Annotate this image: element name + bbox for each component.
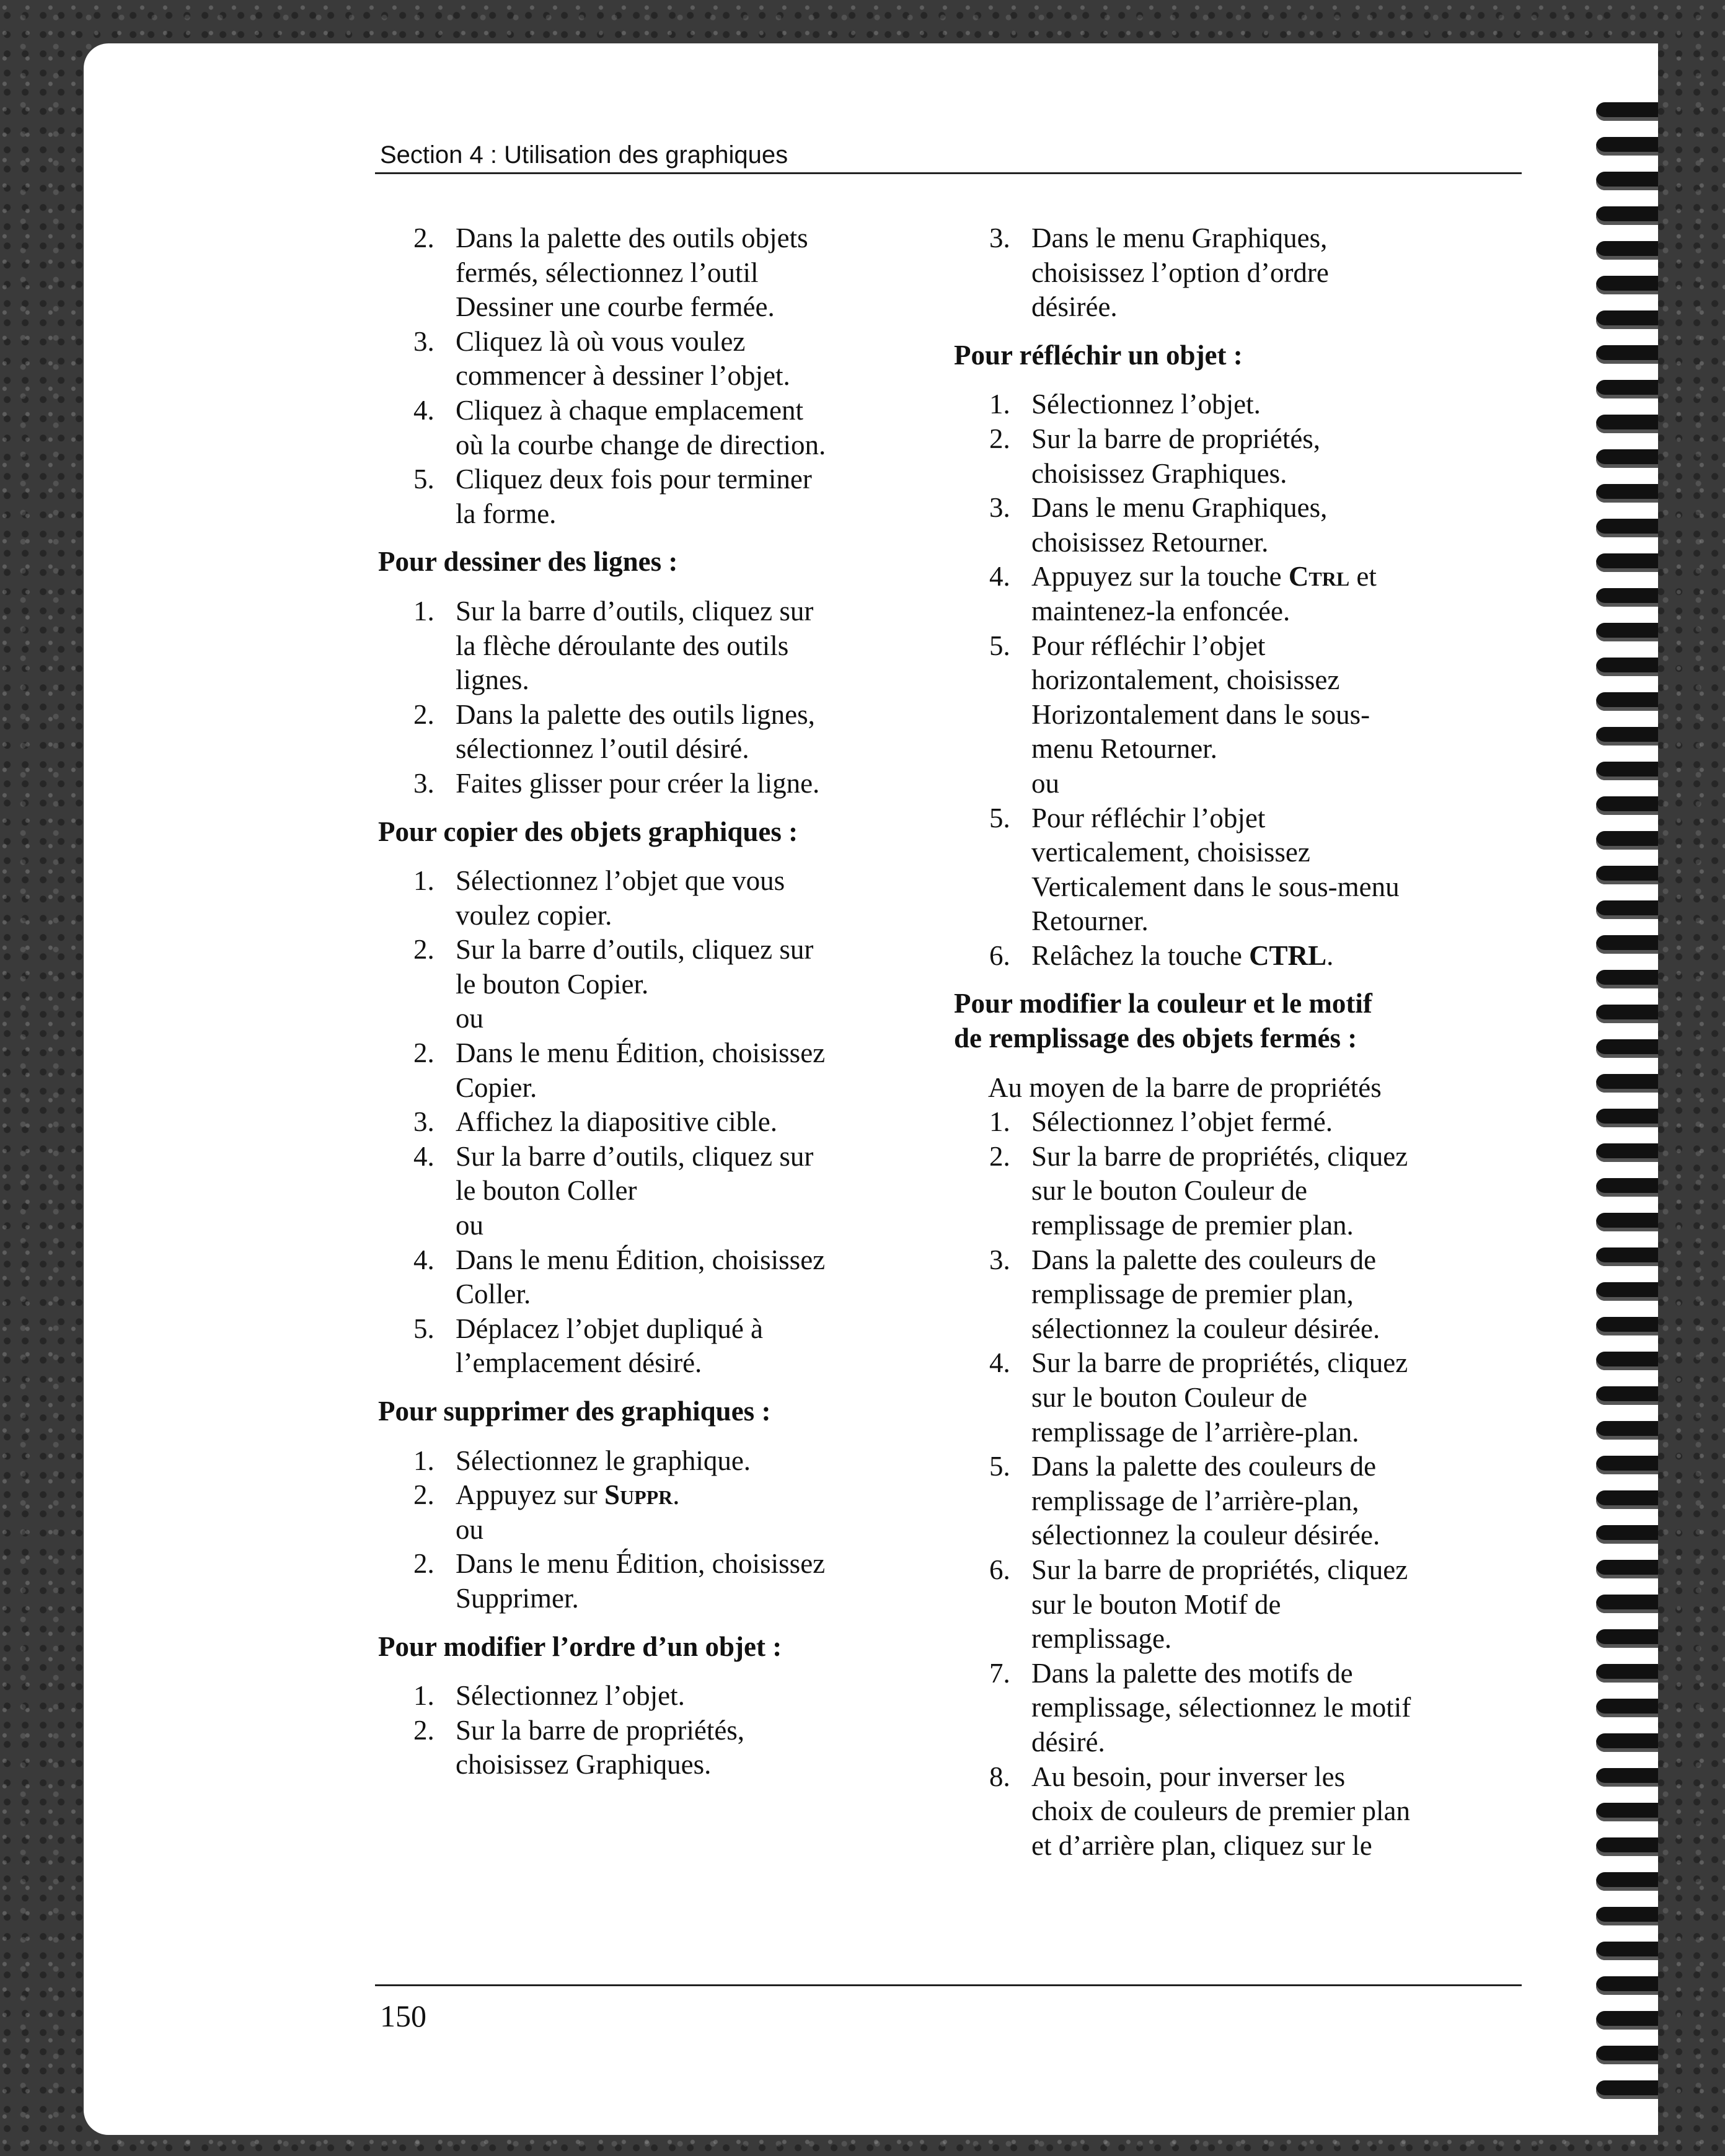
item-number: 3. (989, 222, 1010, 253)
list-item (378, 394, 973, 462)
spiral-binding (1577, 102, 1658, 2147)
binding-coil (1596, 1803, 1658, 1821)
item-text-line: le bouton Coller (456, 1175, 637, 1207)
item-number: 3. (413, 1106, 435, 1138)
list-couleur-motif (954, 1105, 1530, 1863)
binding-coil (1596, 866, 1658, 884)
heading-ordre: Pour modifier l’ordre d’un objet : (378, 1630, 782, 1662)
item-text-line: remplissage de l’arrière-plan, (1031, 1485, 1359, 1516)
item-number: 1. (989, 389, 1010, 420)
binding-coil (1596, 1386, 1658, 1405)
item-number: 3. (413, 325, 435, 357)
heading-copier: Pour copier des objets graphiques : (378, 816, 798, 847)
page-sheet (84, 43, 1658, 2135)
item-number: 3. (989, 492, 1010, 524)
item-text-line: Sur la barre d’outils, cliquez sur (456, 595, 814, 627)
binding-coil (1596, 137, 1658, 156)
item-number: 2. (413, 1714, 435, 1746)
list-ordre (378, 1679, 973, 1782)
item-text-line: remplissage, sélectionnez le motif (1031, 1692, 1411, 1723)
list-item: 1. Sélectionnez le graphique. (413, 1445, 751, 1476)
binding-coil (1596, 1109, 1658, 1127)
item-number: 5. (989, 630, 1010, 661)
item-text-line: lignes. (456, 664, 529, 696)
binding-coil (1596, 970, 1658, 988)
list-item (954, 1450, 1530, 1553)
item-text-line: Coller. (456, 1278, 531, 1310)
item-number: 7. (989, 1657, 1010, 1689)
binding-coil (1596, 1421, 1658, 1440)
item-text-line: Sur la barre de propriétés, cliquez (1031, 1554, 1408, 1585)
binding-coil (1596, 1595, 1658, 1613)
item-text-line: Dans le menu Édition, choisissez (456, 1244, 826, 1275)
item-number: 3. (413, 767, 435, 799)
heading-couleur-motif: Pour modifier la couleur et le motif de remplissage des objets fermés : (954, 988, 1372, 1054)
binding-coil (1596, 658, 1658, 676)
item-text-line: remplissage de premier plan, (1031, 1278, 1354, 1310)
binding-coil (1596, 1525, 1658, 1544)
binding-coil (1596, 415, 1658, 433)
binding-coil (1596, 1074, 1658, 1093)
list-item (378, 221, 973, 325)
item-number: 2. (989, 423, 1010, 454)
item-text-line: Dans le menu Édition, choisissez (456, 1037, 826, 1069)
list-reflechir-c (954, 801, 1530, 939)
binding-coil (1596, 519, 1658, 537)
item-number: 4. (413, 1140, 435, 1172)
list-item (954, 1243, 1530, 1347)
item-text-line: Retourner. (1031, 905, 1149, 937)
binding-coil (1596, 1942, 1658, 1960)
item-text-line: Verticalement dans le sous-menu (1031, 871, 1400, 902)
binding-coil (1596, 588, 1658, 607)
binding-coil (1596, 1247, 1658, 1266)
binding-coil (1596, 1490, 1658, 1509)
item-text-line: sur le bouton Motif de (1031, 1588, 1281, 1620)
ou-label: ou (1031, 767, 1059, 799)
item-text-line: verticalement, choisissez (1031, 837, 1310, 868)
binding-coil (1596, 1317, 1658, 1335)
list-item (378, 325, 973, 394)
list-item (954, 629, 1530, 767)
ou-label: ou (456, 1003, 483, 1034)
list-item (378, 1312, 973, 1381)
item-text-line: Dans la palette des couleurs de (1031, 1451, 1377, 1482)
key-name: CTRL (1249, 939, 1327, 971)
binding-coil (1596, 276, 1658, 294)
item-text-line: choisissez Graphiques. (1031, 457, 1287, 489)
item-text-line: sur le bouton Couleur de (1031, 1175, 1307, 1207)
binding-coil (1596, 172, 1658, 190)
binding-coil (1596, 380, 1658, 398)
list-item (954, 491, 1530, 560)
list-copier-c (378, 1243, 973, 1381)
list-ordre-suite (954, 221, 1530, 325)
list-item (954, 1346, 1530, 1450)
item-number: 5. (989, 1451, 1010, 1482)
item-number: 8. (989, 1761, 1010, 1792)
binding-coil (1596, 1143, 1658, 1162)
binding-coil (1596, 1733, 1658, 1752)
heading-dessiner-lignes: Pour dessiner des lignes : (378, 546, 678, 578)
binding-coil (1596, 2080, 1658, 2099)
binding-coil (1596, 1629, 1658, 1648)
item-text-line: voulez copier. (456, 899, 612, 931)
heading-supprimer: Pour supprimer des graphiques : (378, 1396, 771, 1427)
binding-coil (1596, 1178, 1658, 1197)
binding-coil (1596, 1456, 1658, 1474)
list-item: 2. Dans le menu Édition, choisissez Supprimer. (413, 1548, 826, 1614)
item-text-line: Pour réfléchir l’objet (1031, 802, 1266, 834)
left-column (378, 221, 973, 1782)
list-item (378, 698, 973, 767)
binding-coil (1596, 206, 1658, 225)
item-text-line: Horizontalement dans le sous- (1031, 698, 1370, 730)
item-text-line: Sur la barre d’outils, cliquez sur (456, 934, 814, 966)
item-text-line: commencer à dessiner l’objet. (456, 360, 790, 392)
item-text-line: Pour réfléchir l’objet (1031, 630, 1266, 661)
binding-coil (1596, 102, 1658, 121)
list-item (954, 422, 1530, 491)
list-item (954, 1553, 1530, 1657)
binding-coil (1596, 762, 1658, 780)
binding-coil (1596, 623, 1658, 641)
key-name: Ctrl (1288, 561, 1350, 592)
binding-coil (1596, 935, 1658, 954)
item-text-line: Déplacez l’objet dupliqué à (456, 1313, 764, 1344)
item-text-line: Dans la palette des outils lignes, (456, 698, 815, 730)
page-number: 150 (380, 1999, 426, 2033)
item-text-line: sélectionnez l’outil désiré. (456, 733, 749, 765)
list-item (378, 1679, 973, 1714)
item-number: 2. (413, 698, 435, 730)
binding-coil (1596, 1352, 1658, 1370)
item-text-line: désiré. (1031, 1726, 1105, 1758)
item-text-line: sélectionnez la couleur désirée. (1031, 1520, 1380, 1551)
list-item (954, 221, 1530, 325)
item-text-line: Sélectionnez l’objet fermé. (1031, 1106, 1333, 1138)
key-name: Suppr (604, 1479, 673, 1511)
list-copier-a (378, 864, 973, 1001)
list-item (954, 1105, 1530, 1140)
header-rule (375, 172, 1522, 174)
list-item (378, 1036, 973, 1105)
binding-coil (1596, 1282, 1658, 1301)
item-text-line: Sélectionnez l’objet. (1031, 389, 1261, 420)
item-text-line: Cliquez à chaque emplacement (456, 394, 803, 426)
list-item (954, 1657, 1530, 1760)
item-text-line: l’emplacement désiré. (456, 1347, 702, 1379)
binding-coil (1596, 796, 1658, 815)
item-number: 5. (413, 1313, 435, 1344)
item-text-line: Dans la palette des motifs de (1031, 1657, 1353, 1689)
binding-coil (1596, 1872, 1658, 1891)
heading-reflechir: Pour réfléchir un objet : (954, 339, 1243, 371)
item-number: 1. (413, 595, 435, 627)
list-dessiner-courbe (378, 221, 973, 531)
item-text-line: Dans la palette des outils objets (456, 222, 808, 253)
item-text-line: sur le bouton Couleur de (1031, 1382, 1307, 1413)
item-text-line: Copier. (456, 1071, 537, 1103)
list-reflechir-4 (954, 560, 1530, 628)
binding-coil (1596, 1768, 1658, 1787)
item-number: 1. (413, 865, 435, 897)
binding-coil (1596, 1664, 1658, 1683)
item-text-line: la forme. (456, 498, 557, 529)
list-item: 2. Appuyez sur Suppr. (413, 1479, 680, 1511)
binding-coil (1596, 241, 1658, 260)
item-text-line: Sélectionnez l’objet que vous (456, 865, 785, 897)
binding-coil (1596, 345, 1658, 364)
list-supprimer (378, 1444, 973, 1513)
item-text-line: choisissez Graphiques. (456, 1749, 712, 1780)
item-text-line: Dans le menu Graphiques, (1031, 222, 1328, 253)
running-head: Section 4 : Utilisation des graphiques (380, 141, 788, 169)
item-text-line: Faites glisser pour créer la ligne. (456, 767, 820, 799)
binding-coil (1596, 1005, 1658, 1023)
item-text-line: choisissez Retourner. (1031, 526, 1269, 558)
item-text-line: Dans la palette des couleurs de (1031, 1244, 1377, 1275)
binding-coil (1596, 1560, 1658, 1578)
binding-coil (1596, 449, 1658, 468)
binding-coil (1596, 1837, 1658, 1856)
item-text-line: fermés, sélectionnez l’outil (456, 257, 759, 288)
item-text-line: Cliquez deux fois pour terminer (456, 464, 812, 495)
binding-coil (1596, 1976, 1658, 1995)
item-text-line: Dessiner une courbe fermée. (456, 291, 775, 323)
item-text-line: sélectionnez la couleur désirée. (1031, 1313, 1380, 1344)
item-number: 3. (989, 1244, 1010, 1275)
binding-coil (1596, 831, 1658, 850)
list-item: 6. Relâchez la touche CTRL. (989, 939, 1334, 971)
item-text-line: Dans le menu Graphiques, (1031, 492, 1328, 524)
item-number: 2. (989, 1140, 1010, 1172)
list-copier-b (378, 1036, 973, 1208)
item-text-line: Sur la barre d’outils, cliquez sur (456, 1140, 814, 1172)
item-text-line: horizontalement, choisissez (1031, 664, 1340, 696)
binding-coil (1596, 553, 1658, 572)
list-dessiner-lignes (378, 594, 973, 801)
list-item (378, 594, 973, 698)
list-item (378, 1140, 973, 1208)
list-item (954, 801, 1530, 939)
item-text-line: et d’arrière plan, cliquez sur le (1031, 1829, 1372, 1861)
item-text-line: Sur la barre de propriétés, (456, 1714, 745, 1746)
item-text-line: désirée. (1031, 291, 1118, 323)
item-text-line: choisissez l’option d’ordre (1031, 257, 1329, 288)
binding-coil (1596, 2011, 1658, 2030)
right-column (954, 221, 1530, 1863)
item-number: 4. (413, 394, 435, 426)
item-text-line: choix de couleurs de premier plan (1031, 1795, 1411, 1827)
item-number: 1. (989, 1106, 1010, 1138)
item-text-line: Sur la barre de propriétés, cliquez (1031, 1140, 1408, 1172)
item-text-line: Cliquez là où vous voulez (456, 325, 746, 357)
binding-coil (1596, 692, 1658, 711)
binding-coil (1596, 1213, 1658, 1231)
item-text-line: Au besoin, pour inverser les (1031, 1761, 1346, 1792)
footer-rule (375, 1984, 1522, 1986)
list-supprimer-b (378, 1547, 973, 1616)
item-number: 2. (413, 1037, 435, 1069)
list-reflechir-6 (954, 939, 1530, 974)
item-text-line: la flèche déroulante des outils (456, 630, 789, 661)
list-item (378, 462, 973, 531)
item-text-line: remplissage de premier plan. (1031, 1210, 1354, 1241)
item-number: 4. (413, 1244, 435, 1275)
item-number: 4. (989, 1347, 1010, 1379)
list-reflechir-b (954, 629, 1530, 767)
item-text-line: remplissage. (1031, 1623, 1172, 1655)
binding-coil (1596, 1039, 1658, 1058)
list-item (954, 387, 1530, 422)
item-text-line: Sur la barre de propriétés, (1031, 423, 1321, 454)
list-item (378, 1714, 973, 1782)
binding-coil (1596, 900, 1658, 919)
item-text-line: Sélectionnez l’objet. (456, 1680, 685, 1712)
binding-coil (1596, 727, 1658, 746)
item-text-line: Sur la barre de propriétés, cliquez (1031, 1347, 1408, 1379)
item-number: 2. (413, 222, 435, 253)
ou-label: ou (456, 1210, 483, 1241)
list-item (378, 933, 973, 1001)
list-reflechir-a (954, 387, 1530, 560)
binding-coil (1596, 484, 1658, 503)
item-number: 5. (989, 802, 1010, 834)
binding-coil (1596, 310, 1658, 329)
list-item (954, 1760, 1530, 1863)
item-number: 5. (413, 464, 435, 495)
item-text-line: le bouton Copier. (456, 968, 649, 1000)
item-text-line: Affichez la diapositive cible. (456, 1106, 777, 1138)
binding-coil (1596, 2046, 1658, 2064)
item-number: 2. (413, 934, 435, 966)
item-text-line: remplissage de l’arrière-plan. (1031, 1416, 1359, 1448)
au-moyen-label: Au moyen de la barre de propriétés (988, 1071, 1382, 1103)
list-item (378, 1243, 973, 1312)
item-text-line: où la courbe change de direction. (456, 429, 826, 460)
binding-coil (1596, 1699, 1658, 1717)
ou-label: ou (456, 1513, 483, 1545)
item-number: 6. (989, 1554, 1010, 1585)
item-text-line: menu Retourner. (1031, 733, 1217, 765)
binding-coil (1596, 1907, 1658, 1925)
item-number: 1. (413, 1680, 435, 1712)
list-item (378, 767, 973, 801)
list-item (378, 1105, 973, 1140)
list-item (378, 864, 973, 933)
list-item (954, 1140, 1530, 1243)
list-item: 4. Appuyez sur la touche Ctrl et maintenez-la enfoncée. (989, 561, 1377, 627)
